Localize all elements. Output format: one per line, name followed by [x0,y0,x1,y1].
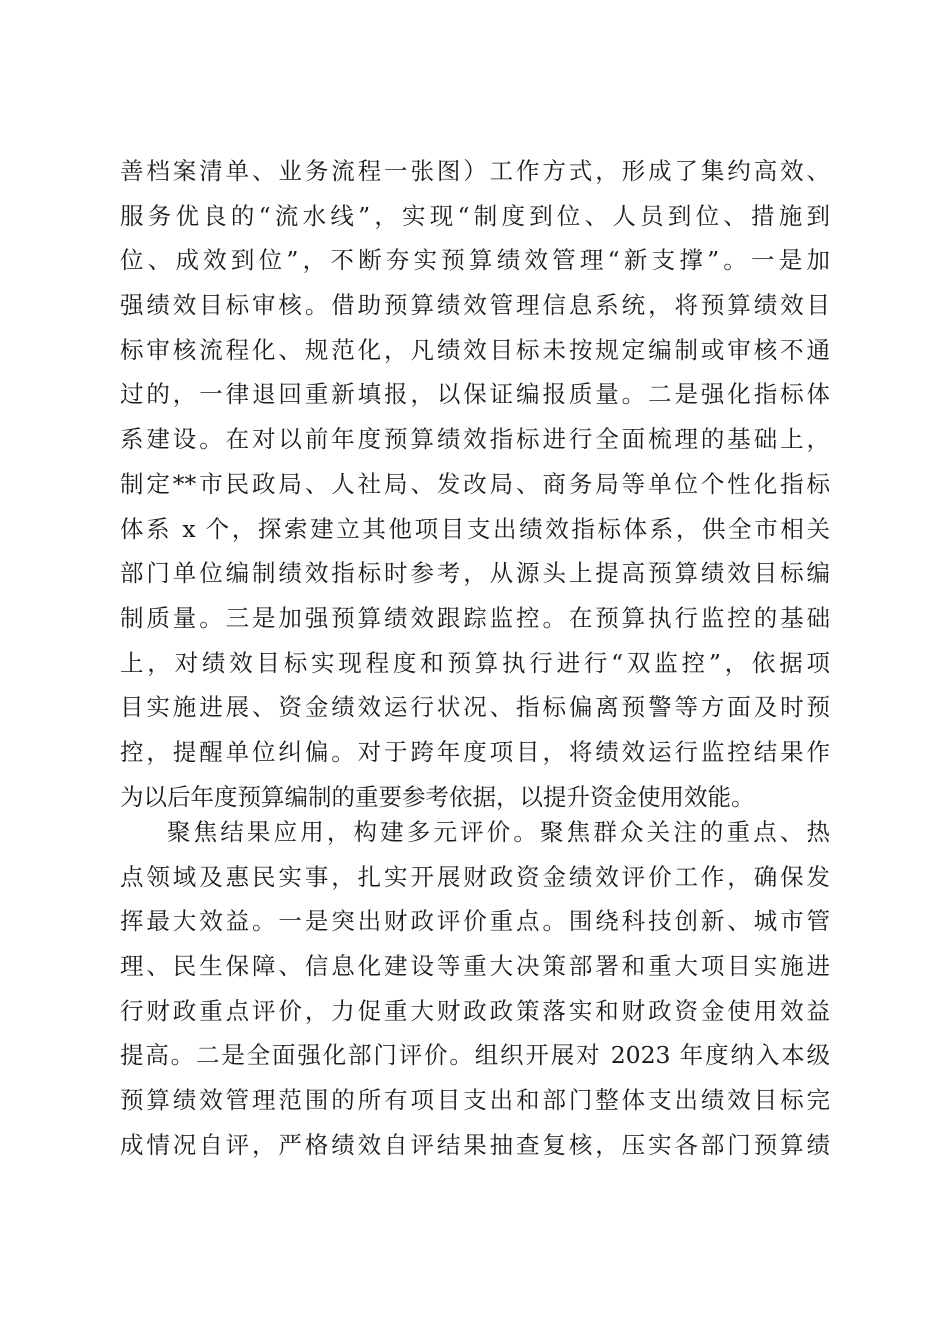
paragraph-budget-performance-support [120,149,830,819]
text-line: 预算绩效管理范围的所有项目支出和部门整体支出绩效目标完 [120,1086,830,1115]
text-line: 上，对绩效目标实现程度和预算执行进行“双监控”，依据项 [120,648,830,677]
text-line: 体系 x 个，探索建立其他项目支出绩效指标体系，供全市相关 [120,514,830,543]
text-line: 位、成效到位”，不断夯实预算绩效管理“新支撑”。一是加 [120,246,830,275]
text-line: 行财政重点评价，力促重大财政政策落实和财政资金使用效益 [120,996,830,1025]
text-line: 强绩效目标审核。借助预算绩效管理信息系统，将预算绩效目 [120,291,830,320]
text-line: 制质量。三是加强预算绩效跟踪监控。在预算执行监控的基础 [120,603,830,632]
text-line: 控，提醒单位纠偏。对于跨年度项目，将绩效运行监控结果作 [120,737,830,766]
text-line: 成情况自评，严格绩效自评结果抽查复核，压实各部门预算绩 [120,1130,830,1159]
text-line: 聚焦结果应用，构建多元评价。聚焦群众关注的重点、热 [167,818,830,846]
text-line: 目实施进展、资金绩效运行状况、指标偏离预警等方面及时预 [120,693,830,722]
text-line: 提高。二是全面强化部门评价。组织开展对 2023 年度纳入本级 [120,1041,830,1070]
text-line: 挥最大效益。一是突出财政评价重点。围绕科技创新、城市管 [120,907,830,936]
text-line: 系建设。在对以前年度预算绩效指标进行全面梳理的基础上， [120,425,830,454]
text-line: 服务优良的“流水线”，实现“制度到位、人员到位、措施到 [120,201,830,230]
text-line: 制定**市民政局、人社局、发改局、商务局等单位个性化指标 [120,469,830,498]
text-line: 点领域及惠民实事，扎实开展财政资金绩效评价工作，确保发 [120,862,830,891]
paragraph-result-application [120,810,830,1168]
text-line: 善档案清单、业务流程一张图）工作方式，形成了集约高效、 [120,157,830,185]
text-line: 部门单位编制绩效指标时参考，从源头上提高预算绩效目标编 [120,559,830,588]
text-line: 为以后年度预算编制的重要参考依据，以提升资金使用效能。 [120,782,755,811]
text-line: 过的，一律退回重新填报，以保证编报质量。二是强化指标体 [120,380,830,409]
text-line: 标审核流程化、规范化，凡绩效目标未按规定编制或审核不通 [120,335,830,364]
text-line: 理、民生保障、信息化建设等重大决策部署和重大项目实施进 [120,952,830,981]
